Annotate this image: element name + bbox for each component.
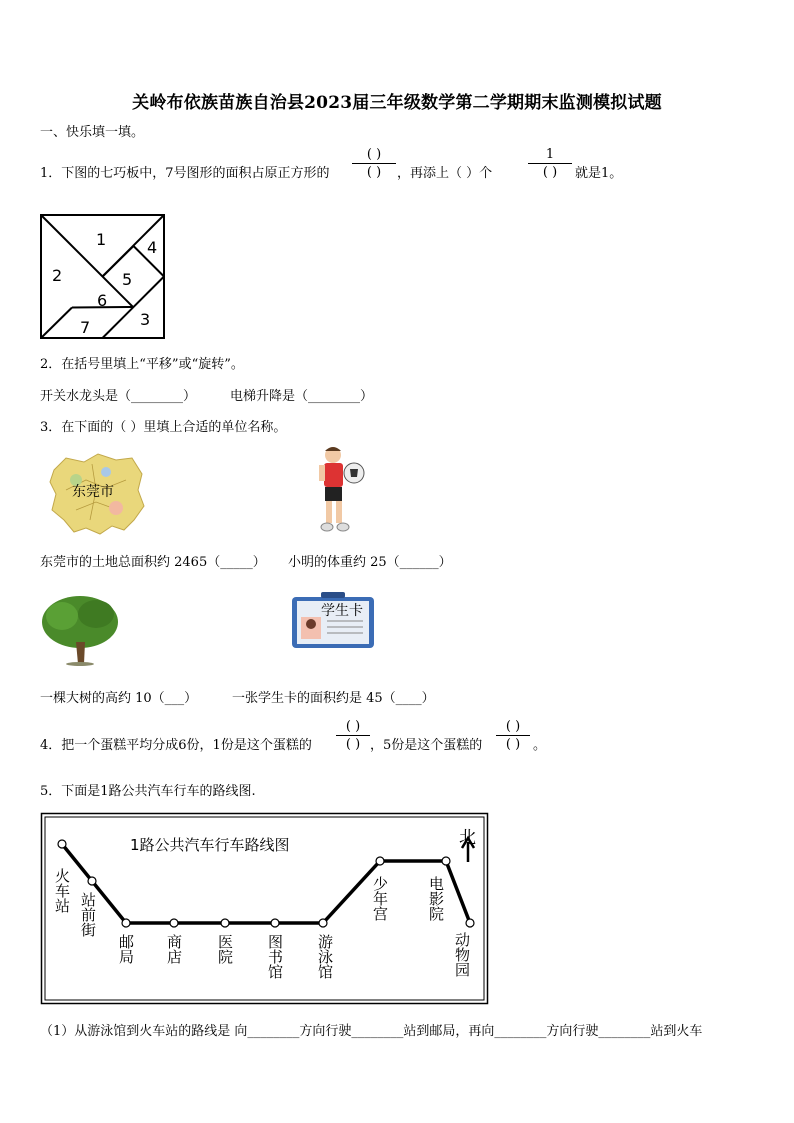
tangram-label-3: 3 — [140, 310, 151, 329]
q4-frac2-denominator: ( ) — [505, 737, 521, 752]
tangram-label-5: 5 — [122, 270, 133, 289]
q1-frac2-denominator: ( ) — [542, 165, 558, 180]
tangram-label-7: 7 — [80, 318, 91, 337]
page-title: 关岭布依族苗族自治县2023届三年级数学第二学期期末监测模拟试题 — [132, 93, 662, 113]
tangram-label-6: 6 — [97, 291, 108, 310]
q2-item-faucet: 开关水龙头是（________） — [40, 389, 197, 404]
station-label-3: 邮局 — [117, 934, 135, 964]
station-label-8: 少年宫 — [371, 876, 389, 921]
q3-line1-area: 东莞市的土地总面积约 2465（_____） — [40, 555, 266, 570]
station-label-9: 电影院 — [427, 876, 445, 921]
boy-with-ball-image — [313, 443, 368, 535]
tangram-figure — [38, 212, 168, 342]
q1-frac2-numerator: 1 — [545, 147, 555, 162]
route-line — [62, 844, 470, 923]
station-dot-8 — [376, 857, 384, 865]
station-dot-10 — [466, 919, 474, 927]
map-label: 东莞市 — [72, 484, 114, 500]
north-label: 北 — [459, 828, 476, 848]
tree-image — [40, 592, 120, 668]
q3-text: 3．在下面的（ ）里填上合适的单位名称。 — [40, 420, 287, 435]
q4-frac2-numerator: ( ) — [505, 719, 521, 734]
q1-text-c: 就是1。 — [575, 166, 623, 181]
station-dot-2 — [88, 877, 96, 885]
q1-frac1-denominator: ( ) — [366, 165, 382, 180]
station-dot-5 — [221, 919, 229, 927]
station-label-10: 动物园 — [453, 932, 471, 977]
section-heading: 一、快乐填一填。 — [40, 125, 145, 140]
q3-line1-weight: 小明的体重约 25（______） — [288, 555, 452, 570]
station-dot-9 — [442, 857, 450, 865]
station-label-2: 站前街 — [79, 892, 97, 937]
q2-text: 2．在括号里填上“平移”或“旋转”。 — [40, 357, 244, 372]
q4-fraction-2 — [496, 719, 530, 752]
station-dot-1 — [58, 840, 66, 848]
tangram-label-4: 4 — [147, 238, 158, 257]
q4-text-c: 。 — [533, 738, 547, 753]
q4-text-b: ，5份是这个蛋糕的 — [370, 738, 483, 753]
dongguan-map-image — [46, 450, 148, 538]
q5-sub1: （1）从游泳馆到火车站的路线是 向________方向行驶________站到邮局，再向________方向行驶________站到火车 — [40, 1024, 703, 1039]
route-map-title: 1路公共汽车行车路线图 — [130, 836, 290, 854]
station-label-5: 医院 — [216, 934, 234, 964]
q1-frac1-numerator: ( ) — [366, 147, 382, 162]
station-dot-4 — [170, 919, 178, 927]
station-dot-7 — [319, 919, 327, 927]
q1-fraction-2 — [528, 147, 572, 180]
station-label-6: 图书馆 — [266, 934, 284, 979]
q5-text: 5．下面是1路公共汽车行车的路线图. — [40, 784, 256, 799]
tangram-label-2: 2 — [52, 266, 63, 285]
station-label-1: 火车站 — [53, 868, 71, 913]
q3-line2-card: 一张学生卡的面积约是 45（____） — [232, 691, 435, 706]
q2-item-elevator: 电梯升降是（________） — [230, 389, 374, 404]
q4-frac1-numerator: ( ) — [345, 719, 361, 734]
q4-frac1-denominator: ( ) — [345, 737, 361, 752]
bus-route-map — [40, 812, 490, 1006]
tangram-label-1: 1 — [96, 230, 107, 249]
q1-fraction-1 — [352, 147, 396, 180]
q1-text-b: ，再添上（ ）个 — [397, 166, 493, 181]
student-card-image — [291, 591, 375, 649]
q4-fraction-1 — [336, 719, 370, 752]
q1-text-a: 1．下图的七巧板中，7号图形的面积占原正方形的 — [40, 166, 330, 181]
q4-text-a: 4．把一个蛋糕平均分成6份，1份是这个蛋糕的 — [40, 738, 312, 753]
card-label: 学生卡 — [321, 603, 363, 619]
station-label-7: 游泳馆 — [316, 934, 334, 979]
q3-line2-tree: 一棵大树的高约 10（___） — [40, 691, 198, 706]
station-dot-6 — [271, 919, 279, 927]
station-label-4: 商店 — [165, 934, 183, 964]
station-dot-3 — [122, 919, 130, 927]
